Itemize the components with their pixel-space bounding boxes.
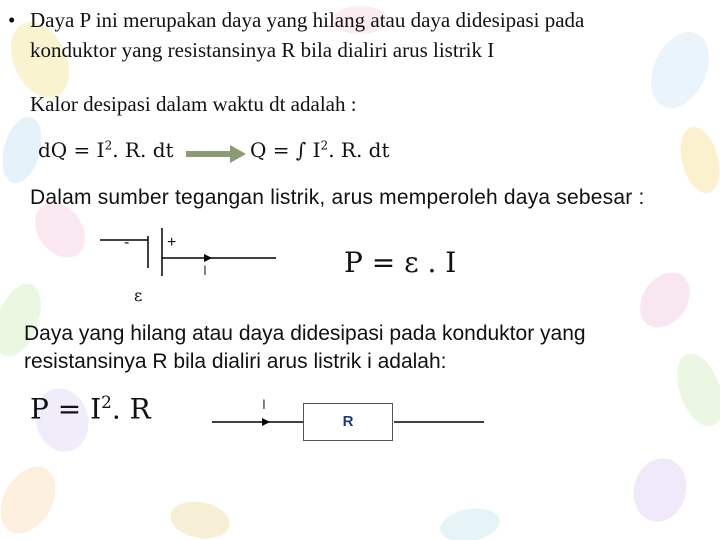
emf-label: ε (134, 286, 143, 305)
intro-line-1: Daya P ini merupakan daya yang hilang atau daya didesipasi pada (30, 8, 585, 32)
heat-differential-equation (38, 138, 174, 162)
eq-q-exponent: 2 (320, 138, 329, 153)
kalor-text: Kalor desipasi dalam waktu dt adalah : (30, 92, 357, 116)
intro-line-2: konduktor yang resistansinya R bila dialiri arus listrik I (30, 38, 495, 62)
eq-dq-exponent: 2 (104, 138, 113, 153)
heat-integral-equation (250, 138, 390, 162)
bullet-icon: • (8, 8, 16, 32)
dissipated-line-1: Daya yang hilang atau daya didesipasi pada konduktor yang (24, 322, 586, 345)
eq-p-exponent: 2 (101, 392, 112, 412)
power-emf-equation: P = ε . I (344, 246, 457, 279)
eq-dq-right: . R. dt (112, 138, 174, 162)
source-power-text: Dalam sumber tegangan listrik, arus memperoleh daya sebesar : (30, 186, 645, 209)
eq-dq-left: dQ = I (38, 138, 105, 162)
current-label-battery: I (203, 262, 207, 278)
right-arrow-icon (186, 144, 246, 164)
resistor-box: R (303, 403, 393, 441)
positive-terminal-label: + (167, 234, 177, 251)
power-resistance-equation (30, 392, 151, 425)
current-label-resistor: I (262, 396, 266, 412)
eq-p-right: . R (111, 392, 151, 426)
negative-terminal-label: - (124, 234, 130, 251)
eq-p-left: P = I (30, 392, 102, 426)
dissipated-power-paragraph (24, 320, 586, 376)
eq-q-left: Q = ∫ I (250, 138, 321, 162)
eq-q-right: . R. dt (328, 138, 390, 162)
dissipated-line-2: resistansinya R bila dialiri arus listrik i adalah: (24, 350, 447, 373)
